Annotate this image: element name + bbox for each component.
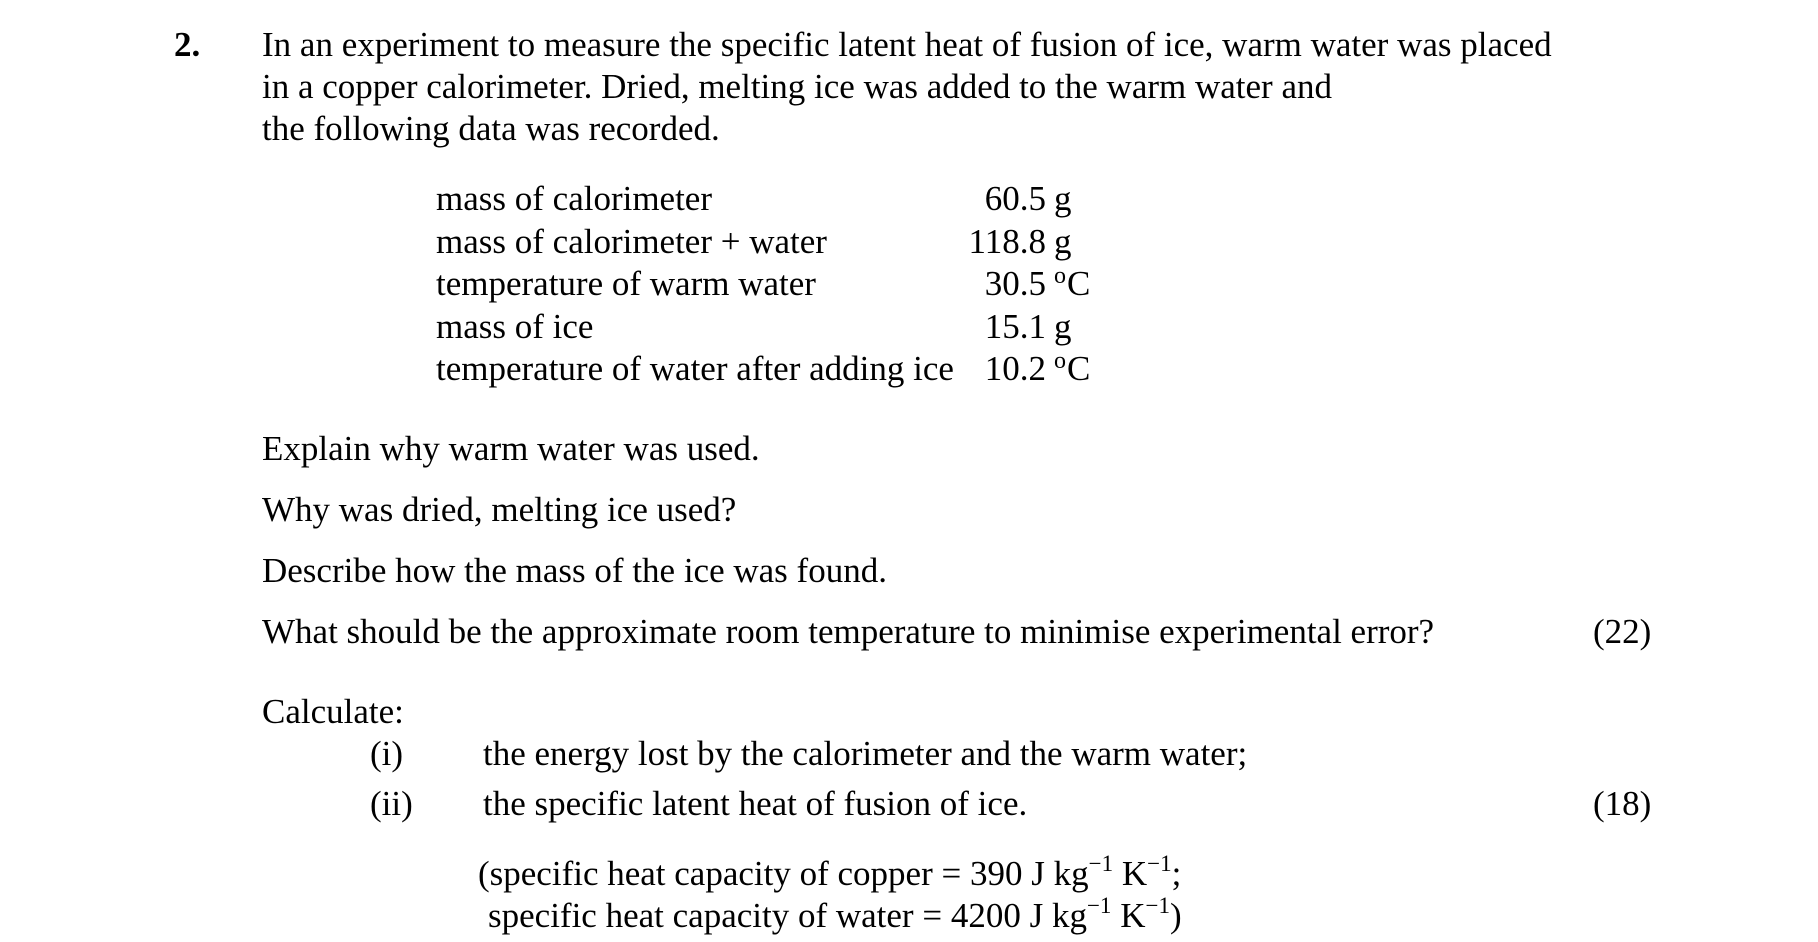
data-unit: g [1054,306,1072,346]
marks-18: (18) [1593,784,1652,823]
data-value: 60.5 [984,179,1046,218]
intro-line: the following data was recorded. [262,109,720,148]
data-label: temperature of water after adding ice [436,349,954,388]
calc-item-text-ii: the specific latent heat of fusion of ice. [483,784,1028,823]
data-unit: g [1054,179,1072,218]
calc-item-text-i: the energy lost by the calorimeter and the warm water; [483,734,1248,773]
superscript: −1 [1086,893,1112,918]
data-value: 15.1 [984,306,1046,346]
calc-item-num-i: (i) [370,734,404,773]
data-label: mass of ice [436,306,594,346]
intro-line: In an experiment to measure the specific latent heat of fusion of ice, warm water was placed [262,25,1552,64]
prompt-mass-ice: Describe how the mass of the ice was found. [262,551,887,590]
constant-text: ) [1169,896,1182,935]
degree-symbol: o [1054,348,1066,374]
data-label: mass of calorimeter [436,179,713,218]
data-label: mass of calorimeter + water [436,221,827,261]
data-row-temp-after-ice [436,348,1216,391]
unit-text: C [1067,264,1091,303]
data-table [436,178,1216,391]
data-unit: g [1054,221,1072,261]
degree-symbol: o [1054,263,1066,289]
data-unit [1054,348,1090,394]
data-value: 118.8 [968,221,1046,261]
prompt-room-temperature: What should be the approximate room temperature to minimise experimental error? [262,612,1435,651]
data-row-mass-calorimeter [436,178,1216,221]
data-value: 30.5 [984,264,1046,303]
prompt-dried-ice: Why was dried, melting ice used? [262,490,737,529]
data-label: temperature of warm water [436,264,816,303]
constants-water [488,895,1182,941]
calculate-heading: Calculate: [262,692,404,731]
data-row-temp-warm-water [436,263,1216,306]
superscript: −1 [1088,851,1114,876]
question-intro [262,24,1552,150]
constant-text: K [1113,854,1148,893]
data-row-mass-calorimeter-water [436,221,1216,264]
superscript: −1 [1145,893,1170,918]
prompt-warm-water: Explain why warm water was used. [262,429,760,468]
data-unit [1054,263,1090,309]
constants-copper [478,853,1181,899]
data-value: 10.2 [984,349,1046,388]
unit-text: C [1067,349,1091,388]
constant-text: ; [1171,854,1182,893]
question-number: 2. [174,25,201,64]
constant-text: K [1111,896,1146,935]
data-row-mass-ice [436,306,1216,349]
constant-text: (specific heat capacity of copper = 390 J kg [478,854,1089,893]
calc-item-num-ii: (ii) [370,784,413,823]
constant-text: specific heat capacity of water = 4200 J kg [488,896,1087,935]
intro-line: in a copper calorimeter. Dried, melting ice was added to the warm water and [262,67,1332,106]
marks-22: (22) [1593,612,1652,651]
superscript: −1 [1147,851,1172,876]
